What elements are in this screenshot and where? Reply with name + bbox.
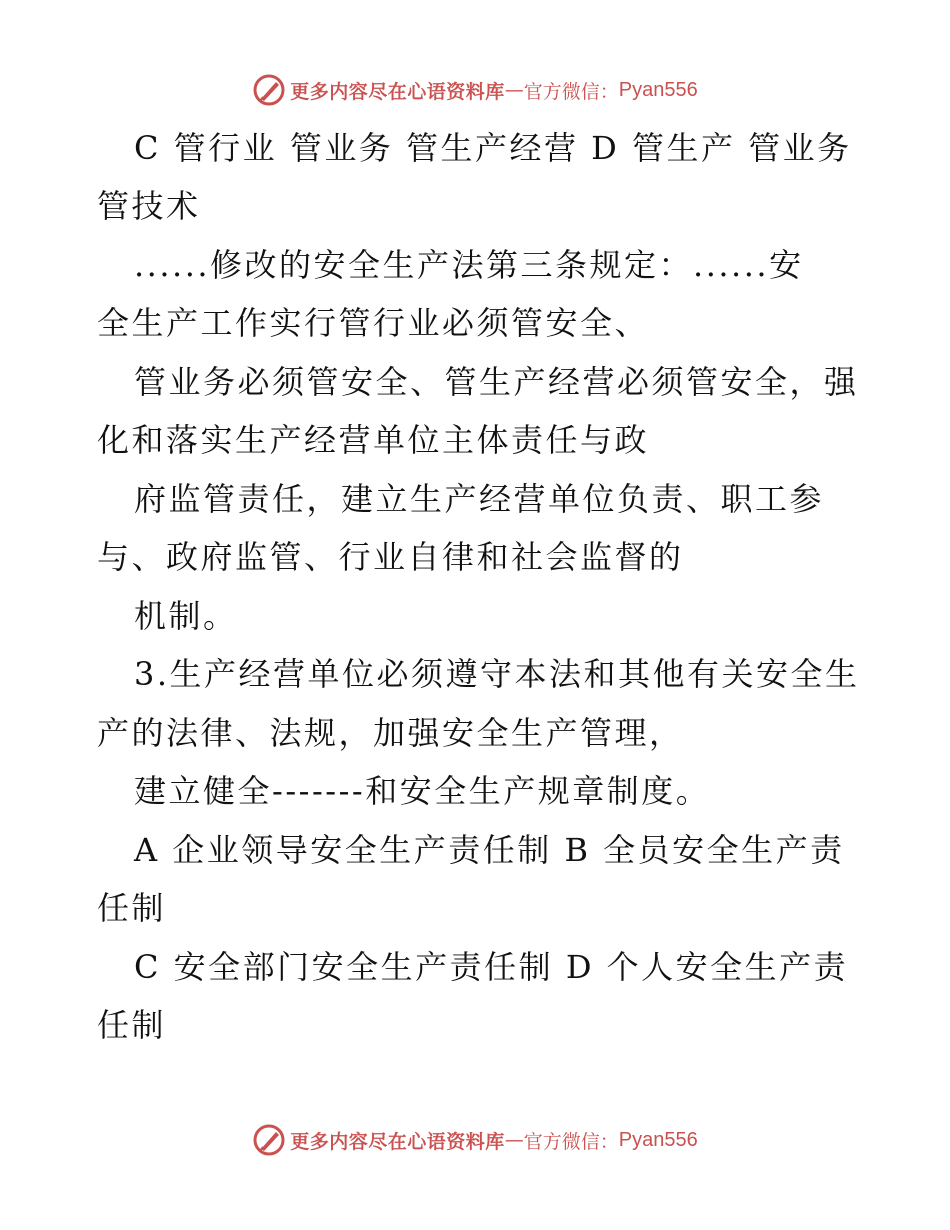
body-line: 与、政府监管、行业自律和社会监督的 [97,538,684,576]
banner-contact-id: Pyan556 [618,1128,698,1151]
banner-separator: — [504,79,524,101]
body-line: C 安全部门安全生产责任制 D 个人安全生产责 [134,948,849,986]
body-line: 建立健全-------和安全生产规章制度。 [134,772,711,810]
body-line: 任制 [97,1006,167,1044]
banner-contact-label: 官方微信： [523,80,619,103]
body-line: 产的法律、法规，加强安全生产管理， [97,714,684,752]
banner-brand-text: 更多内容尽在心语资料库 [290,1130,505,1153]
banner-contact-id: Pyan556 [618,78,698,101]
body-line: 任制 [97,889,167,927]
body-line: 管技术 [97,187,201,225]
body-line: 3.生产经营单位必须遵守本法和其他有关安全生 [134,655,860,693]
body-line: A 企业领导安全生产责任制 B 全员安全生产责 [134,831,845,869]
body-line: 机制。 [134,597,238,635]
body-line: 化和落实生产经营单位主体责任与政 [97,421,650,459]
body-line: 府监管责任，建立生产经营单位负责、职工参 [134,480,825,518]
banner-brand-text: 更多内容尽在心语资料库 [290,80,505,103]
quill-logo-icon [252,1123,286,1157]
footer-watermark-banner [0,1120,950,1160]
quill-logo-icon [252,73,286,107]
body-line: 管业务必须管安全、管生产经营必须管安全，强 [134,363,859,401]
body-line: C 管行业 管业务 管生产经营 D 管生产 管业务 [134,129,852,167]
banner-separator: — [504,1129,524,1151]
body-line: 全生产工作实行管行业必须管安全、 [97,304,650,342]
header-watermark-banner [0,70,950,110]
banner-contact-label: 官方微信： [523,1130,619,1153]
body-line: ......修改的安全生产法第三条规定：......安 [134,246,804,284]
